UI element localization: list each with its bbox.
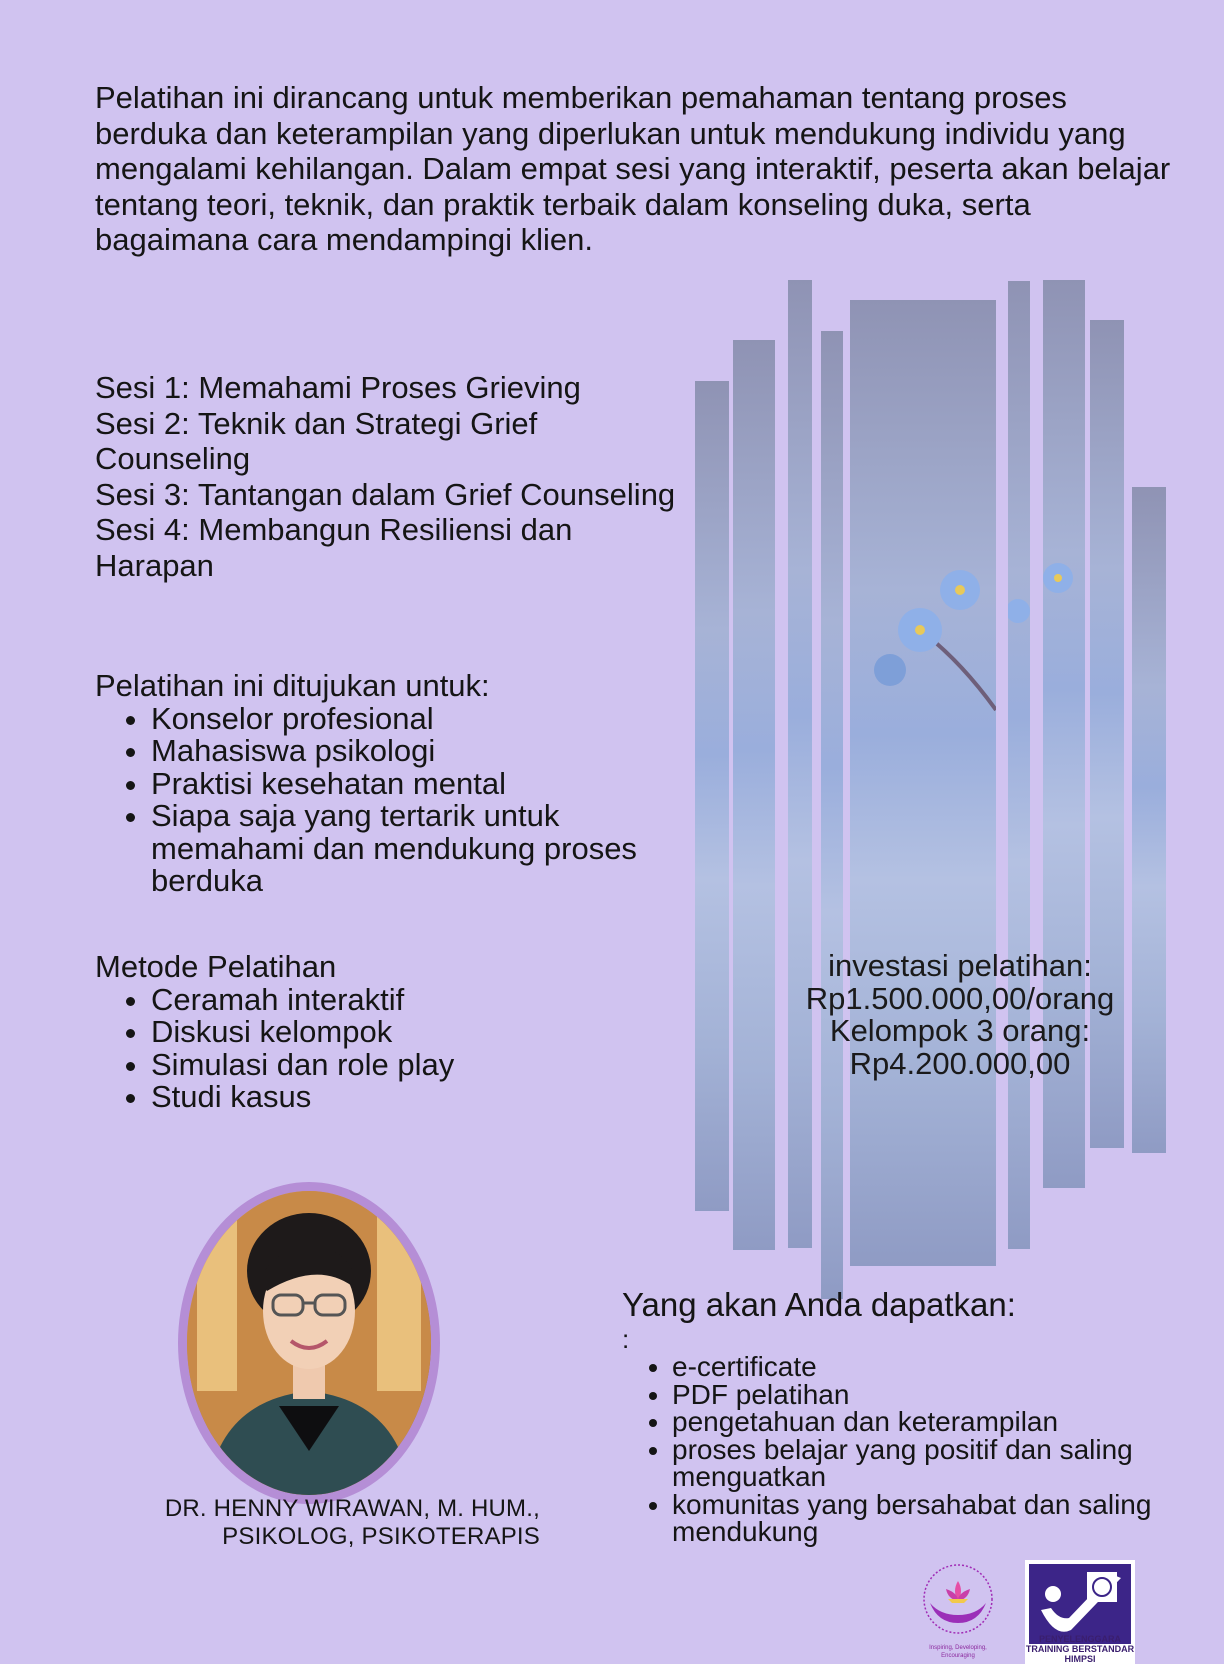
price-group: Rp4.200.000,00 xyxy=(849,1045,1071,1081)
group-label: Kelompok 3 orang: xyxy=(829,1013,1091,1048)
investment-info xyxy=(770,950,1150,1080)
list-item: • Simulasi dan role play xyxy=(151,1049,655,1082)
photo-strip xyxy=(1008,281,1030,1249)
session-list xyxy=(95,370,695,583)
list-item: • Ceramah interaktif xyxy=(151,984,655,1017)
himpsi-label: PENYELENGGARA TRAINING BERSTANDAR HIMPSI xyxy=(1025,1634,1135,1664)
audience-title: Pelatihan ini ditujukan untuk: xyxy=(95,668,490,703)
flower-icon xyxy=(1008,281,1030,1249)
photo-strip xyxy=(788,280,812,1248)
checkmark-badge-icon xyxy=(1025,1560,1135,1644)
list-item: • proses belajar yang positif dan saling menguatkan xyxy=(672,1436,1182,1491)
list-item: • Siapa saja yang tertarik untuk memahami dan mendukung proses berduka xyxy=(151,800,695,898)
list-item: • Konselor profesional xyxy=(151,703,695,736)
lotus-hands-icon xyxy=(918,1563,998,1639)
person-icon xyxy=(187,1191,431,1495)
training-method xyxy=(95,951,655,1114)
intro-paragraph: Pelatihan ini dirancang untuk memberikan pemahaman tentang proses berduka dan keterampilan yang diperlukan untuk mendukung individu yang mengalami kehilangan. Dalam empat sesi yang interaktif, peserta akan belajar tentang teori, teknik, dan praktik terbaik dalam konseling duka, serta bagaimana cara mendampingi klien. xyxy=(95,80,1171,257)
flower-photo-strips xyxy=(690,278,1170,1302)
list-item: • komunitas yang bersahabat dan saling mendukung xyxy=(672,1491,1182,1546)
photo-strip xyxy=(821,331,843,1299)
audience-list xyxy=(95,700,695,898)
benefits-list xyxy=(622,1353,1182,1546)
session-item: Sesi 4: Membangun Resiliensi dan Harapan xyxy=(95,512,573,583)
academy-tagline: Inspiring, Developing, Encouraging xyxy=(929,1645,987,1659)
method-list xyxy=(95,981,655,1114)
photo-strip xyxy=(850,300,996,1266)
photo-strip xyxy=(733,340,775,1250)
session-item: Sesi 1: Memahami Proses Grieving xyxy=(95,370,581,405)
flower-icon xyxy=(850,300,996,1266)
method-title: Metode Pelatihan xyxy=(95,949,337,984)
list-item: • Studi kasus xyxy=(151,1081,655,1114)
benefits-colon: : xyxy=(622,1324,630,1354)
list-item: • pengetahuan dan keterampilan xyxy=(672,1408,1182,1436)
himpsi-logo xyxy=(1025,1560,1135,1664)
photo-strip xyxy=(695,381,729,1211)
session-item: Sesi 3: Tantangan dalam Grief Counseling xyxy=(95,476,676,512)
list-item: • Praktisi kesehatan mental xyxy=(151,768,695,801)
session-item: Sesi 2: Teknik dan Strategi Grief Counseling xyxy=(95,405,538,476)
list-item: • PDF pelatihan xyxy=(672,1381,1182,1409)
speaker-titles: PSIKOLOG, PSIKOTERAPIS xyxy=(222,1523,540,1550)
speaker-photo xyxy=(178,1182,440,1504)
investment-label: investasi pelatihan: xyxy=(828,948,1092,983)
benefits-title: Yang akan Anda dapatkan: xyxy=(622,1286,1016,1323)
speaker-name xyxy=(60,1495,540,1551)
benefits-section xyxy=(622,1285,1182,1546)
price-individual: Rp1.500.000,00/orang xyxy=(805,980,1115,1016)
speaker-degree: DR. HENNY WIRAWAN, M. HUM., xyxy=(164,1495,540,1522)
target-audience xyxy=(95,670,695,898)
academy-logo xyxy=(918,1563,998,1659)
list-item: • Diskusi kelompok xyxy=(151,1016,655,1049)
list-item: • Mahasiswa psikologi xyxy=(151,735,695,768)
list-item: • e-certificate xyxy=(672,1353,1182,1381)
